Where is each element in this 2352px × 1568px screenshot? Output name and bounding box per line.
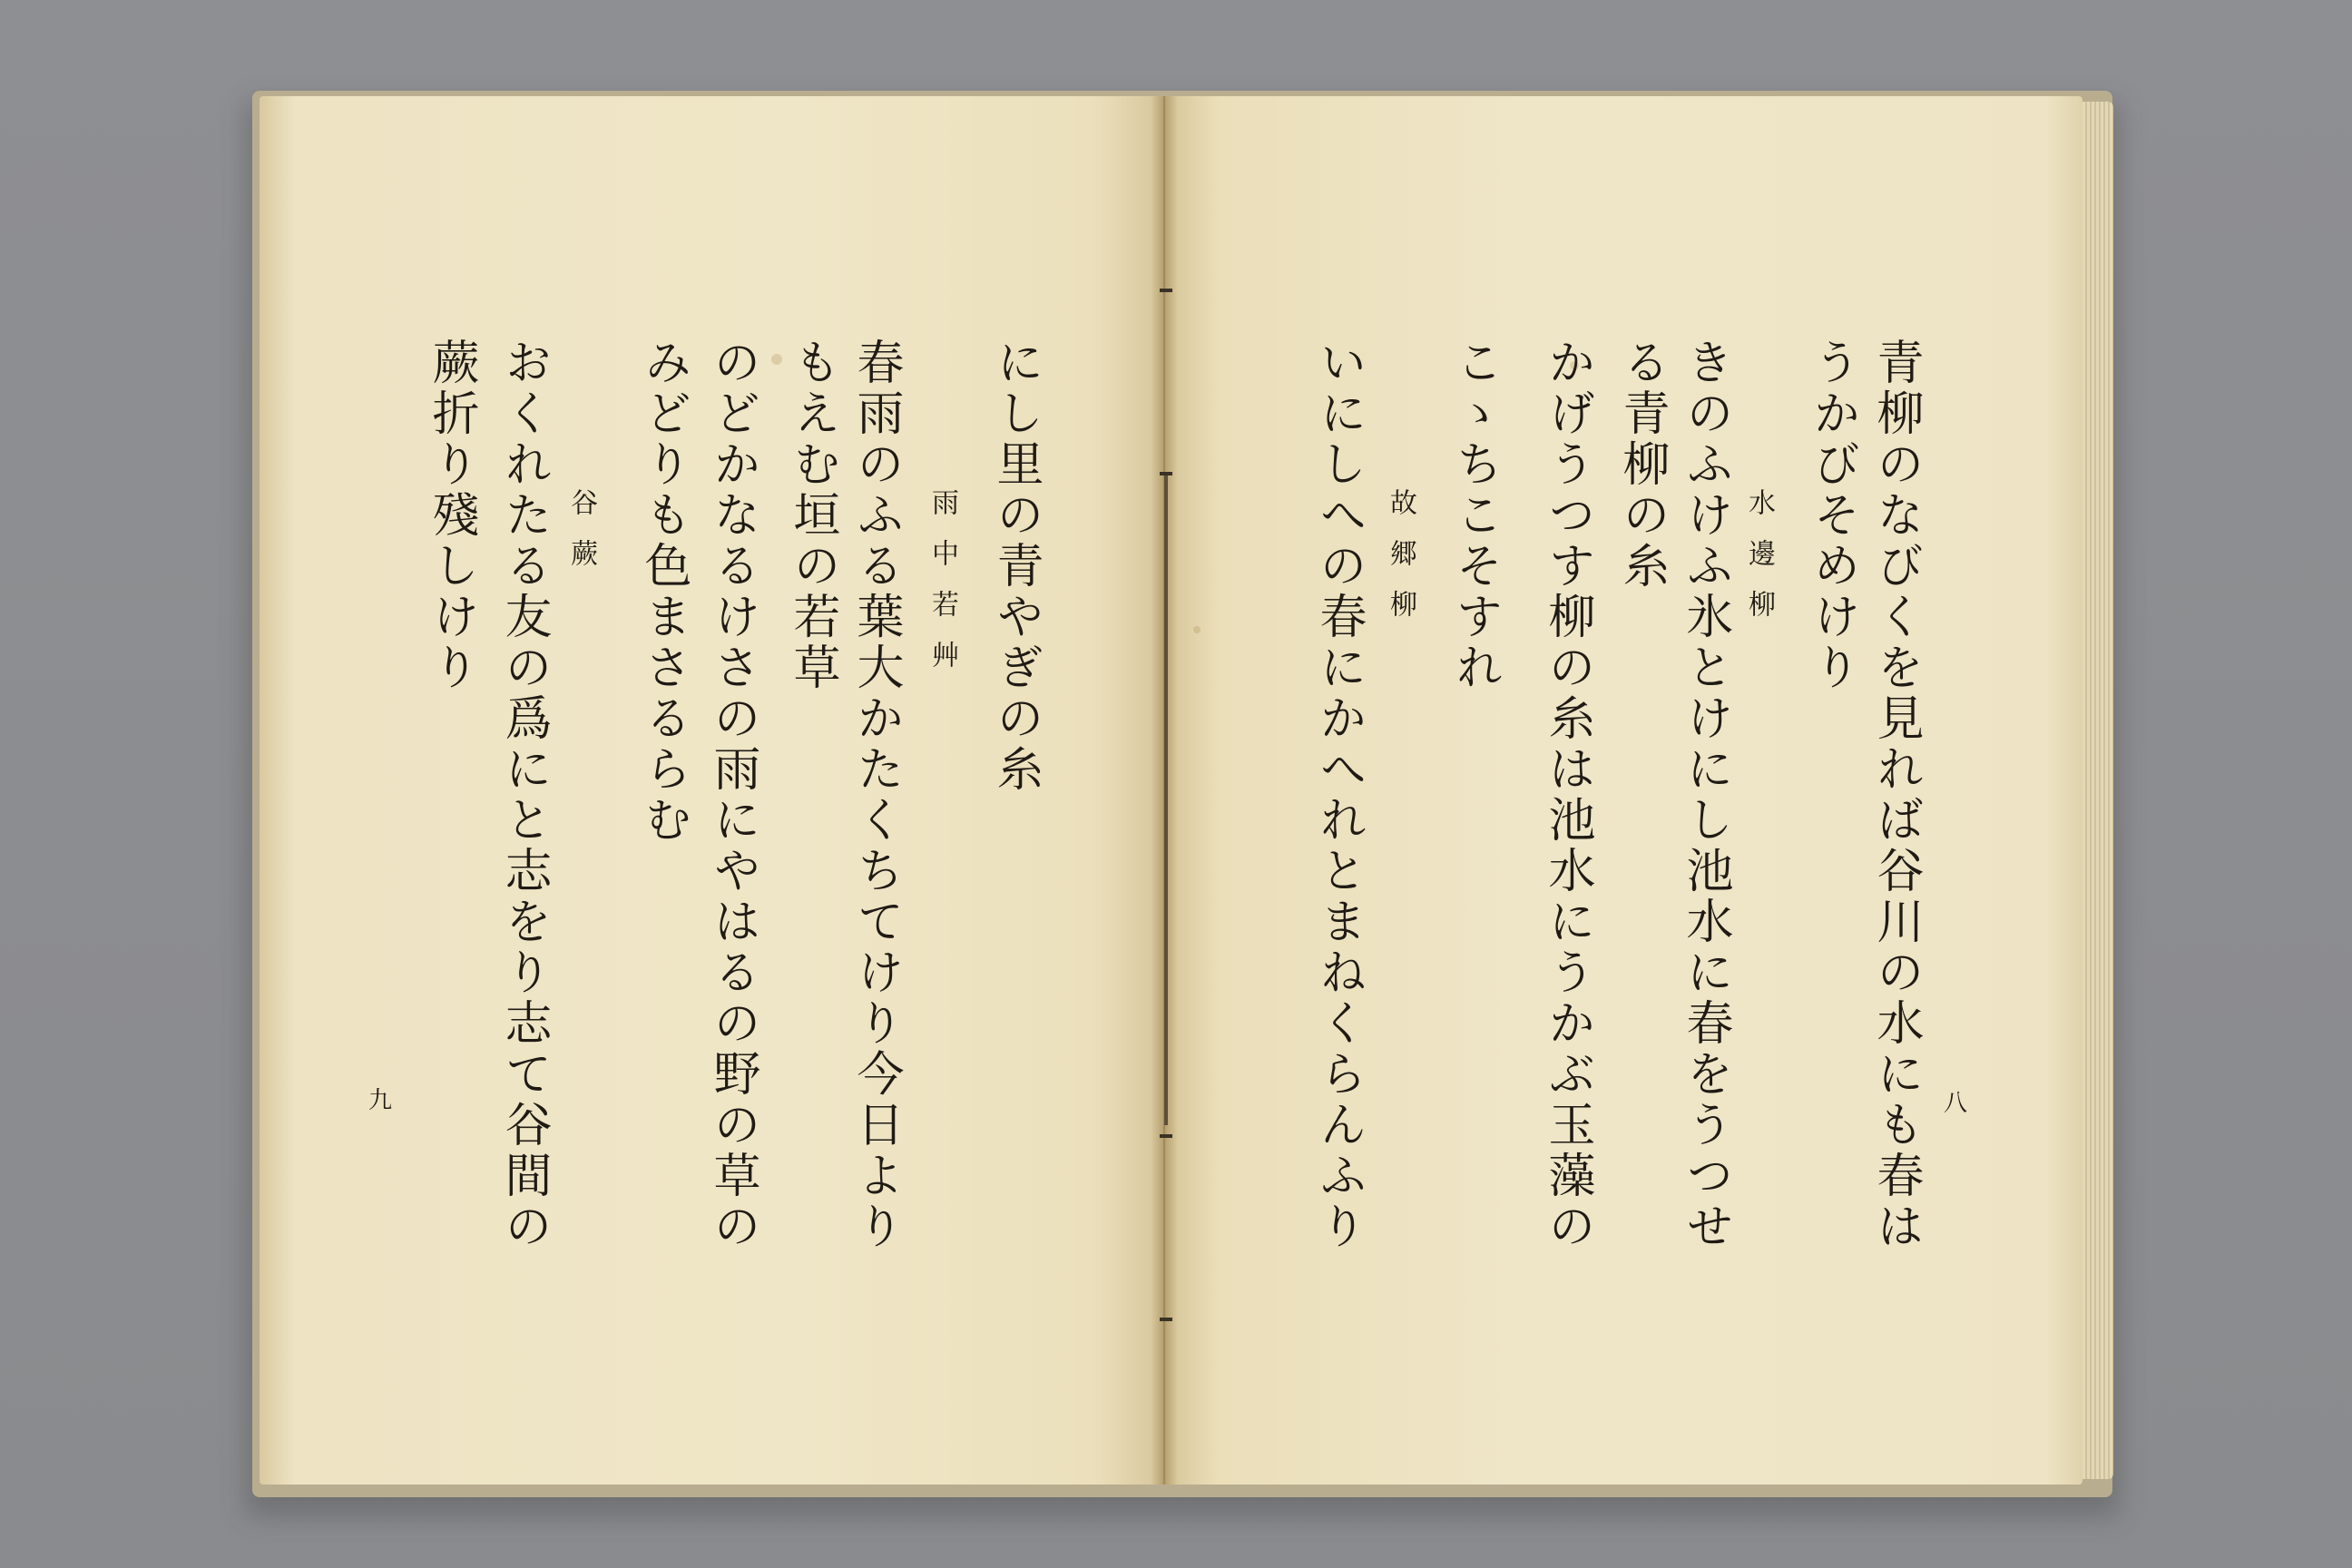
text-column: 春雨のふる葉大かたくちてけり今日より: [848, 338, 903, 1252]
text-column: おくれたる友の爲にと志をり志て谷間の: [496, 338, 551, 1252]
poem-title: 水邊柳: [1743, 488, 1775, 641]
poem-title: 雨中若艸: [926, 488, 958, 691]
text-column: もえむ垣の若草: [785, 338, 839, 693]
poem-title: 故郷柳: [1385, 488, 1416, 641]
binding-stitch: [1160, 1134, 1172, 1138]
text-column: かげうつす柳の糸は池水にうかぶ玉藻の: [1540, 338, 1594, 1252]
binding-thread: [1164, 472, 1168, 1125]
text-column: る青柳の糸: [1614, 338, 1669, 592]
binding-stitch: [1160, 289, 1172, 292]
binding-stitch: [1160, 472, 1172, 475]
text-column: 青柳のなびくを見れば谷川の水にも春は: [1868, 338, 1923, 1252]
text-column: いにしへの春にかへれとまねくらんふり: [1311, 338, 1366, 1252]
right-page: [1164, 96, 2082, 1485]
page-number: 八: [1944, 1090, 1968, 1117]
text-column: みどりも色まさるらむ: [636, 338, 691, 846]
page-number: 九: [368, 1087, 393, 1114]
text-column: こゝちこそすれ: [1447, 338, 1502, 693]
paper-spot: [1193, 626, 1200, 633]
text-column: にし里の青やぎの糸: [988, 338, 1043, 795]
text-column: のどかなるけさの雨にやはるの野の草の: [705, 338, 760, 1252]
page-edges: [2082, 102, 2113, 1479]
text-column: うかびそめけり: [1805, 338, 1859, 693]
binding-stitch: [1160, 1318, 1172, 1321]
text-column: きのふけふ氷とけにし池水に春をうつせ: [1678, 338, 1732, 1252]
poem-title: 谷蕨: [565, 488, 597, 590]
text-column: 蕨折り殘しけり: [424, 338, 478, 693]
